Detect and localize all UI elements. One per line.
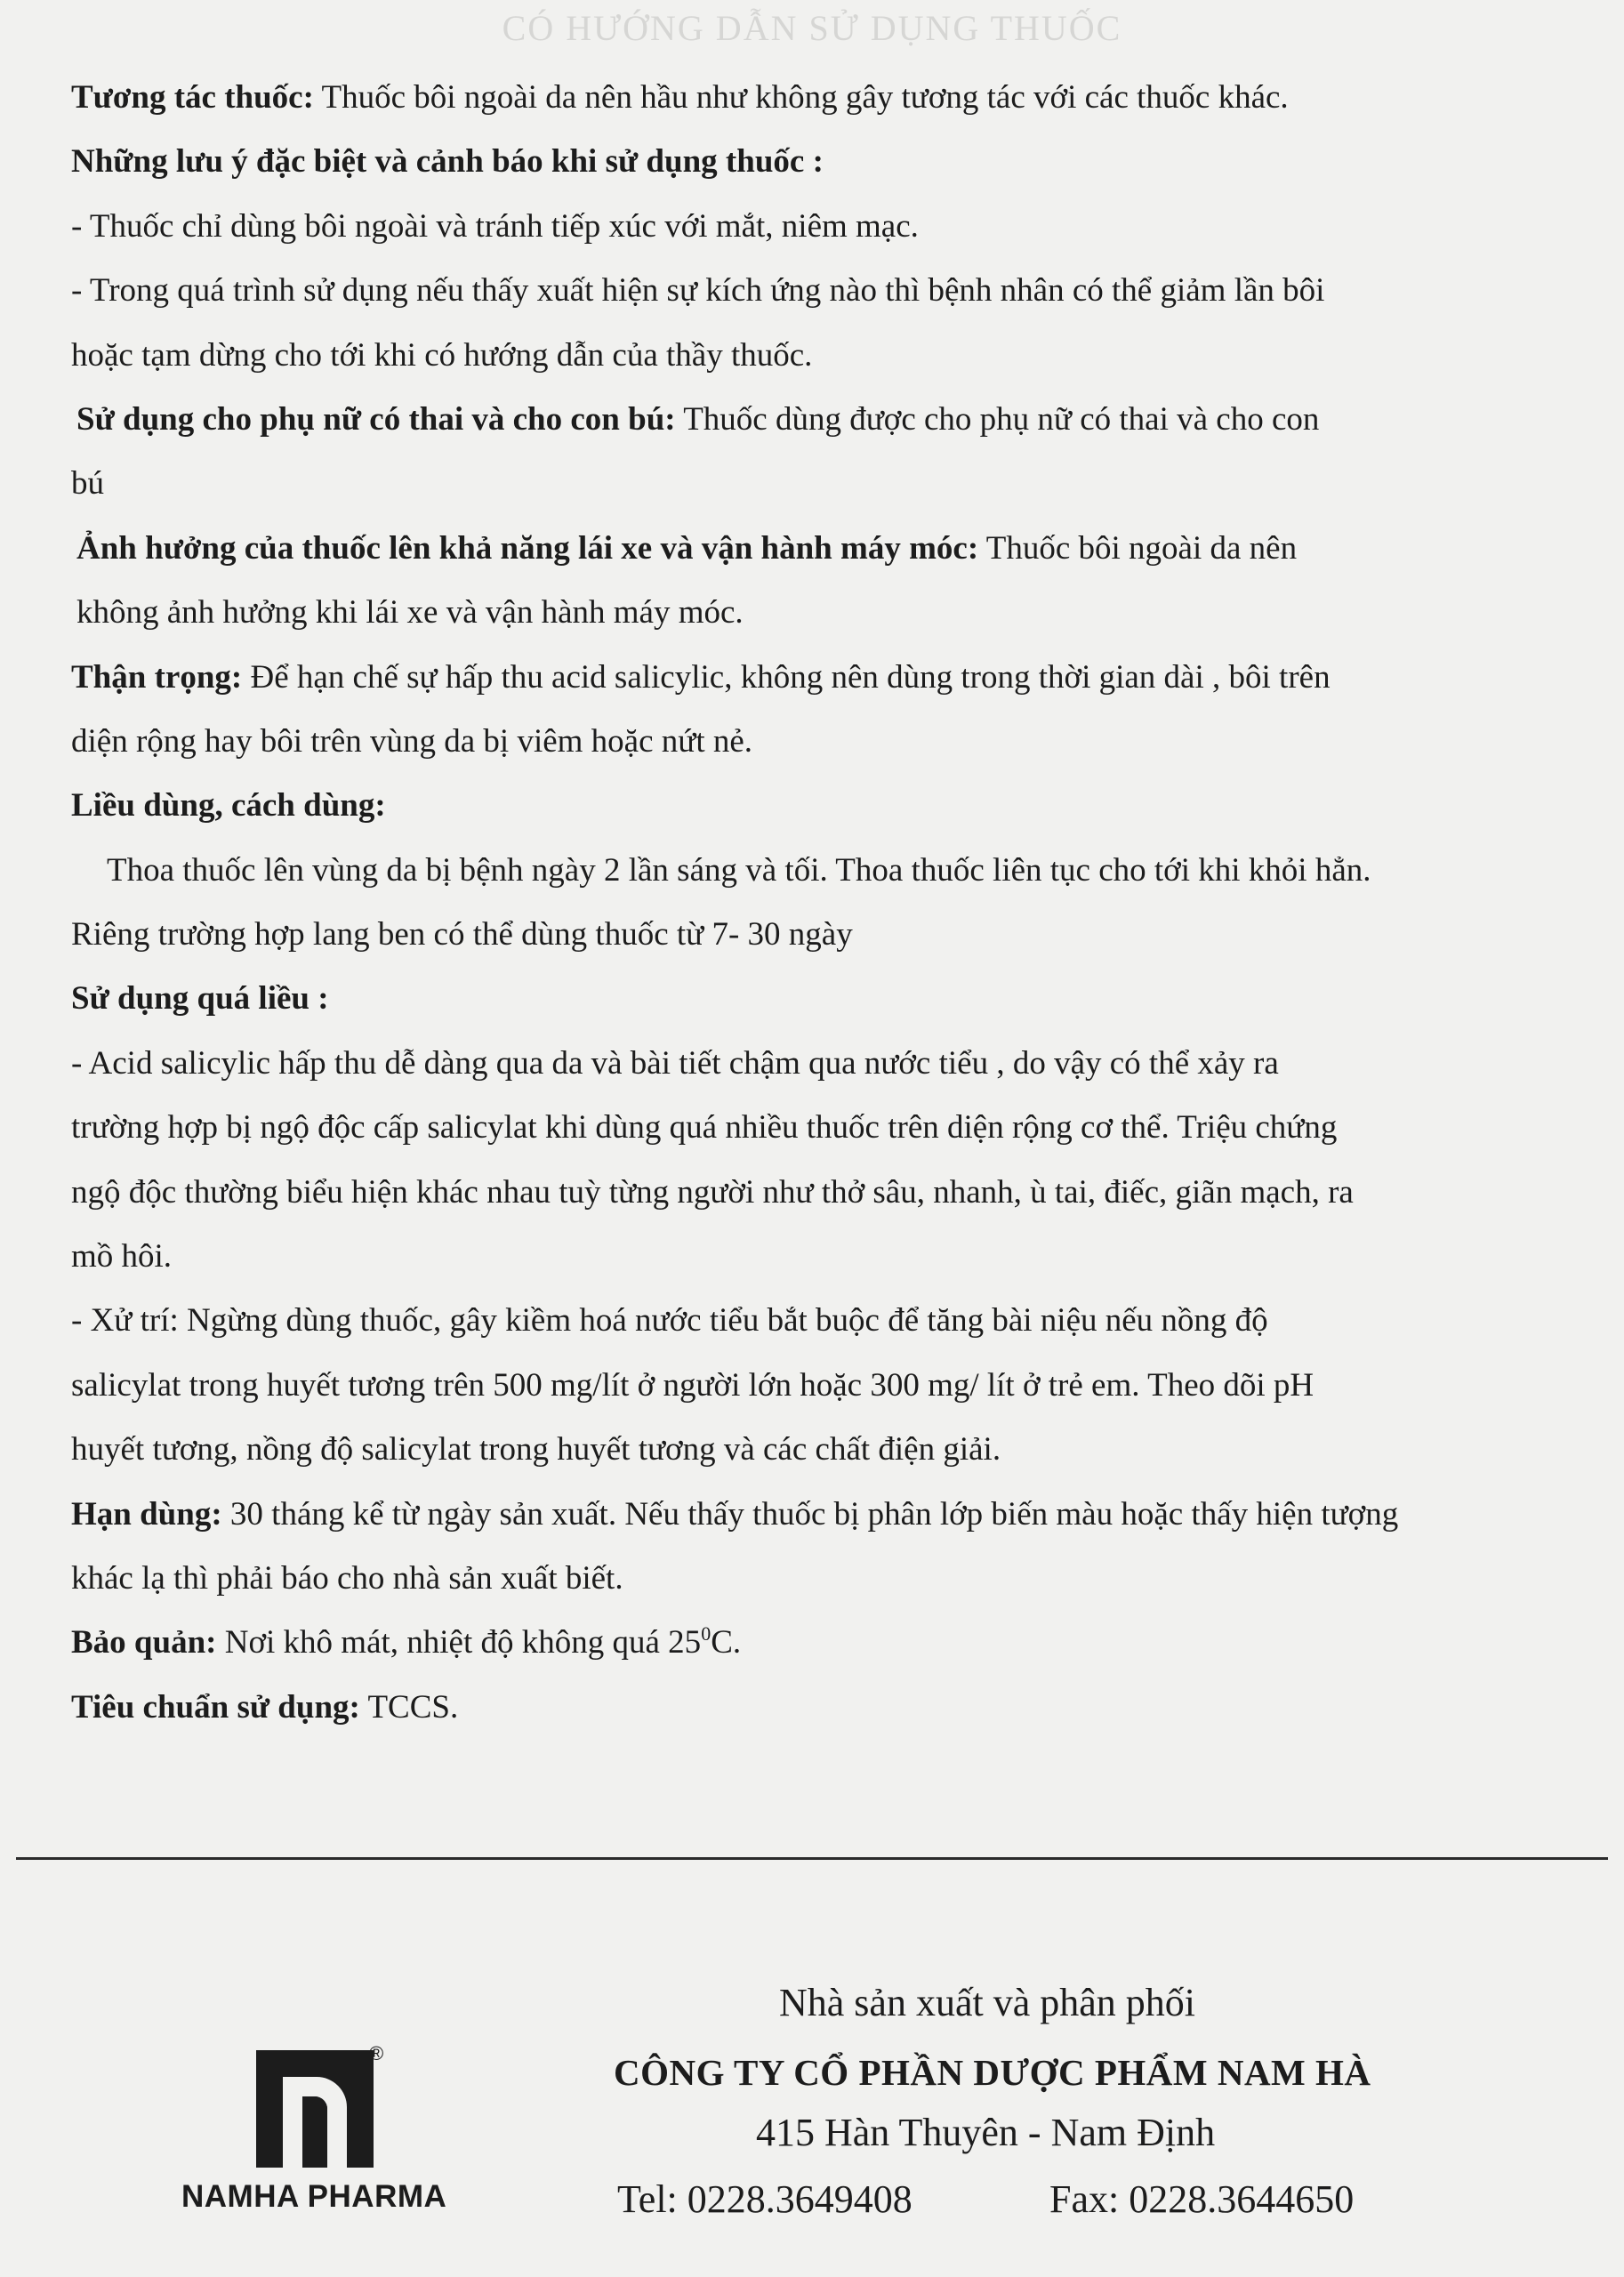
- section-text: Thuốc bôi ngoài da nên: [978, 529, 1298, 567]
- section-label: Ảnh hưởng của thuốc lên khả năng lái xe và vận hành máy móc:: [76, 529, 979, 567]
- section-text: khác lạ thì phải báo cho nhà sản xuất biết.: [71, 1559, 623, 1597]
- section-text: Để hạn chế sự hấp thu acid salicylic, không nên dùng trong thời gian dài , bôi trên: [242, 658, 1331, 696]
- divider-line: [16, 1857, 1608, 1860]
- section-text: - Acid salicylic hấp thu dễ dàng qua da và bài tiết chậm qua nước tiểu , do vậy có thể xảy ra: [71, 1044, 1279, 1082]
- text-line: [71, 710, 1565, 774]
- text-line: [71, 452, 1565, 516]
- section-label: Thận trọng:: [71, 658, 243, 696]
- namha-logo-icon: [256, 2050, 374, 2168]
- section-label: Hạn dùng:: [71, 1495, 222, 1533]
- section-text-tail: C.: [711, 1624, 742, 1661]
- text-line: [71, 324, 1565, 388]
- section-text: TCCS.: [359, 1688, 459, 1726]
- text-line: [71, 1676, 1565, 1740]
- text-line: [71, 195, 1565, 259]
- company-name: CÔNG TY CỔ PHẦN DƯỢC PHẨM NAM HÀ: [614, 2052, 1371, 2093]
- section-text: - Trong quá trình sử dụng nếu thấy xuất hiện sự kích ứng nào thì bệnh nhân có thể giảm lần bôi: [71, 272, 1325, 310]
- section-label: Sử dụng cho phụ nữ có thai và cho con bú:: [76, 400, 676, 438]
- text-line: [71, 1418, 1565, 1482]
- section-text: trường hợp bị ngộ độc cấp salicylat khi dùng quá nhiều thuốc trên diện rộng cơ thể. Triệu chứng: [71, 1109, 1338, 1147]
- text-line: [71, 646, 1565, 710]
- section-text: hoặc tạm dừng cho tới khi có hướng dẫn của thầy thuốc.: [71, 336, 813, 374]
- company-tel: Tel: 0228.3649408: [617, 2177, 912, 2221]
- section-text: Thuốc dùng được cho phụ nữ có thai và cho con: [675, 400, 1320, 438]
- text-line: [71, 967, 1565, 1031]
- section-text: Nơi khô mát, nhiệt độ không quá 25: [216, 1624, 702, 1661]
- section-text: salicylat trong huyết tương trên 500 mg/lít ở người lớn hoặc 300 mg/ lít ở trẻ em. Theo dõi pH: [71, 1366, 1314, 1404]
- section-text: mồ hôi.: [71, 1238, 173, 1275]
- section-text: - Xử trí: Ngừng dùng thuốc, gây kiềm hoá nước tiểu bắt buộc để tăng bài niệu nếu nồng độ: [71, 1302, 1268, 1340]
- text-line: [71, 1289, 1565, 1353]
- text-line: [71, 1611, 1565, 1675]
- section-text: - Thuốc chỉ dùng bôi ngoài và tránh tiếp xúc với mắt, niêm mạc.: [71, 207, 919, 245]
- section-label: Bảo quản:: [71, 1624, 217, 1661]
- text-line: [71, 1354, 1565, 1418]
- section-text: 30 tháng kể từ ngày sản xuất. Nếu thấy thuốc bị phân lớp biến màu hoặc thấy hiện tượng: [221, 1495, 1399, 1533]
- text-line: [71, 581, 1565, 645]
- text-line: [71, 66, 1565, 130]
- text-line: [71, 259, 1565, 323]
- section-text: bú: [71, 465, 104, 503]
- document-body: [71, 66, 1565, 1740]
- section-text: Thoa thuốc lên vùng da bị bệnh ngày 2 lần sáng và tối. Thoa thuốc liên tục cho tới khi khỏi hẳn.: [107, 851, 1371, 889]
- bleed-through-header: CÓ HƯỚNG DẪN SỬ DỤNG THUỐC: [502, 8, 1122, 48]
- text-line: [71, 1096, 1565, 1160]
- section-label: Những lưu ý đặc biệt và cảnh báo khi sử dụng thuốc :: [71, 143, 824, 181]
- section-text: ngộ độc thường biểu hiện khác nhau tuỳ từng người như thở sâu, nhanh, ù tai, điếc, giãn mạch, ra: [71, 1173, 1354, 1211]
- superscript: 0: [701, 1622, 712, 1645]
- section-label: Tiêu chuẩn sử dụng:: [71, 1688, 360, 1726]
- text-line: [71, 388, 1565, 452]
- maker-label: Nhà sản xuất và phân phối: [779, 1981, 1195, 2024]
- section-text: Riêng trường hợp lang ben có thể dùng thuốc từ 7- 30 ngày: [71, 916, 853, 953]
- company-fax: Fax: 0228.3644650: [1049, 2177, 1355, 2221]
- text-line: [71, 774, 1565, 838]
- section-label: Tương tác thuốc:: [71, 79, 314, 116]
- section-text: không ảnh hưởng khi lái xe và vận hành máy móc.: [76, 594, 744, 632]
- section-label: Liều dùng, cách dùng:: [71, 787, 386, 825]
- section-text: diện rộng hay bôi trên vùng da bị viêm hoặc nứt nẻ.: [71, 722, 753, 760]
- text-line: [71, 130, 1565, 194]
- text-line: [71, 1161, 1565, 1225]
- text-line: [71, 1547, 1565, 1611]
- section-text: huyết tương, nồng độ salicylat trong huyết tương và các chất điện giải.: [71, 1431, 1001, 1468]
- text-line: [71, 839, 1565, 903]
- company-address: 415 Hàn Thuyên - Nam Định: [756, 2111, 1216, 2154]
- brand-name: NAMHA PHARMA: [181, 2179, 447, 2214]
- text-line: [71, 903, 1565, 967]
- text-line: [71, 1225, 1565, 1289]
- text-line: [71, 1032, 1565, 1096]
- section-text: Thuốc bôi ngoài da nên hầu như không gây tương tác với các thuốc khác.: [313, 79, 1289, 116]
- text-line: [71, 517, 1565, 581]
- text-line: [71, 1483, 1565, 1547]
- section-label: Sử dụng quá liều :: [71, 980, 329, 1018]
- registered-mark: ®: [369, 2042, 384, 2064]
